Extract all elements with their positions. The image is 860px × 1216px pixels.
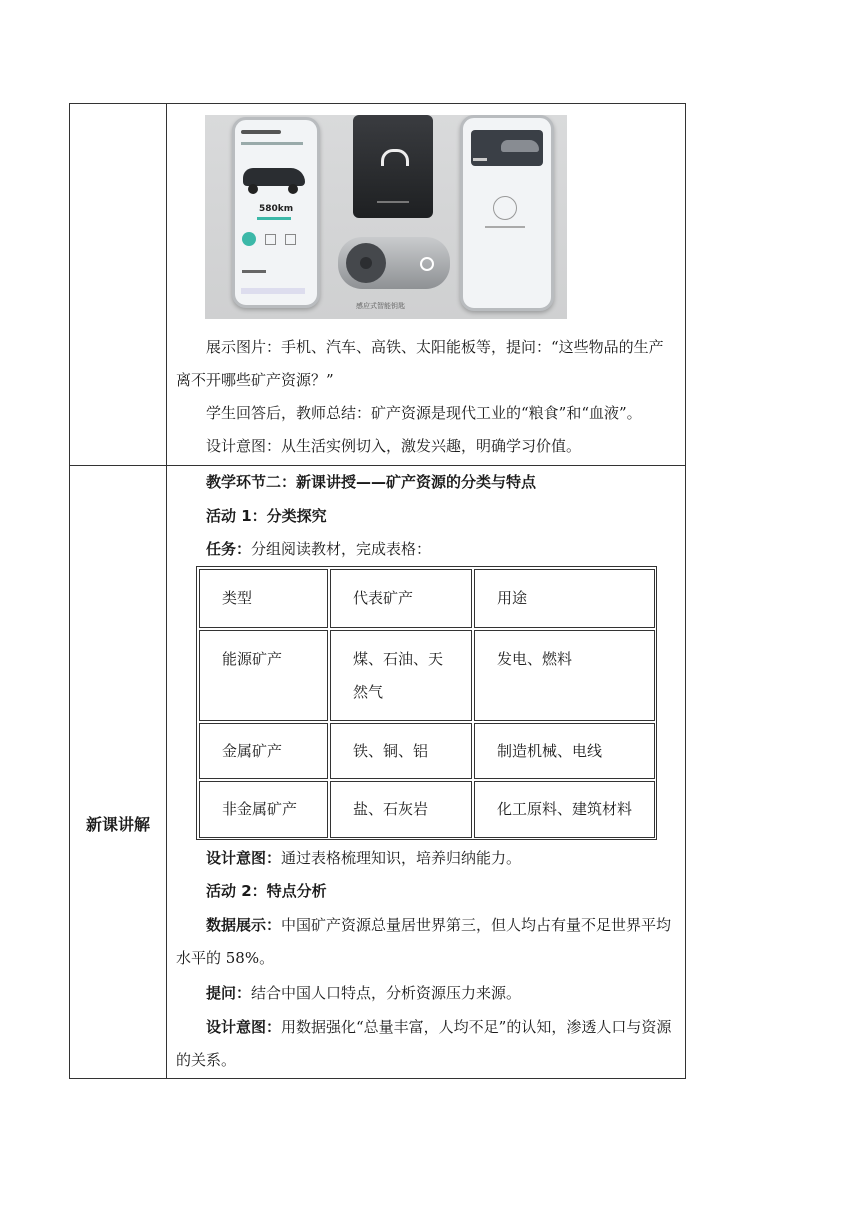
design-intent-2-label: 设计意图： (206, 1018, 282, 1036)
phone-left-image (232, 117, 320, 308)
table-cell: 非金属矿产 (199, 781, 328, 838)
design-intent-2-text: 用数据强化“总量丰富，人均不足”的认知，渗透人口与资源的关系。 (176, 1018, 672, 1069)
table-cell: 煤、石油、天然气 (330, 630, 472, 721)
table-cell: 铁、铜、铝 (330, 723, 472, 779)
design-intent-1-label: 设计意图： (206, 849, 282, 867)
phone-right-image (460, 115, 554, 311)
activity-1-heading: 活动 1：分类探究 (206, 507, 327, 525)
key-fob-image (338, 237, 450, 289)
table-cell: 金属矿产 (199, 723, 328, 779)
task-line (176, 533, 678, 566)
data-display-label: 数据展示： (206, 916, 282, 934)
activity-2-heading: 活动 2：特点分析 (206, 882, 327, 900)
classification-table (196, 566, 657, 840)
phone-distance-text: 580km (259, 204, 294, 214)
question-paragraph (176, 977, 678, 1010)
intro-paragraph-question: 展示图片：手机、汽车、高铁、太阳能板等，提问：“这些物品的生产离不开哪些矿产资源？” (176, 338, 664, 389)
table-cell: 盐、石灰岩 (330, 781, 472, 838)
table-cell: 化工原料、建筑材料 (474, 781, 655, 838)
key-fob-caption: 感应式智能钥匙 (356, 302, 405, 310)
design-intent-1-text: 通过表格梳理知识，培养归纳能力。 (281, 849, 522, 867)
data-display-text: 中国矿产资源总量居世界第三，但人均占有量不足世界平均水平的 58%。 (176, 916, 672, 967)
section-label-new-lesson: 新课讲解 (85, 815, 150, 834)
column-divider (166, 103, 167, 1079)
intro-paragraph-summary: 学生回答后，教师总结：矿产资源是现代工业的“粮食”和“血液”。 (206, 404, 642, 422)
task-text: 分组阅读教材，完成表格： (251, 540, 432, 558)
task-label: 任务： (206, 540, 252, 558)
table-cell: 制造机械、电线 (474, 723, 655, 779)
table-cell: 发电、燃料 (474, 630, 655, 721)
table-header-cell: 用途 (474, 569, 655, 628)
key-card-image (353, 115, 433, 218)
data-display-paragraph (176, 909, 678, 975)
design-intent-1 (176, 842, 678, 875)
table-header-cell: 代表矿产 (330, 569, 472, 628)
design-intent-2 (176, 1011, 678, 1077)
question-text: 结合中国人口特点，分析资源压力来源。 (251, 984, 522, 1002)
table-cell: 能源矿产 (199, 630, 328, 721)
product-photo (205, 115, 567, 319)
intro-paragraph-design: 设计意图：从生活实例切入，激发兴趣，明确学习价值。 (206, 437, 582, 455)
table-header-cell: 类型 (199, 569, 328, 628)
lesson-heading: 教学环节二：新课讲授——矿产资源的分类与特点 (206, 473, 537, 491)
question-label: 提问： (206, 984, 252, 1002)
